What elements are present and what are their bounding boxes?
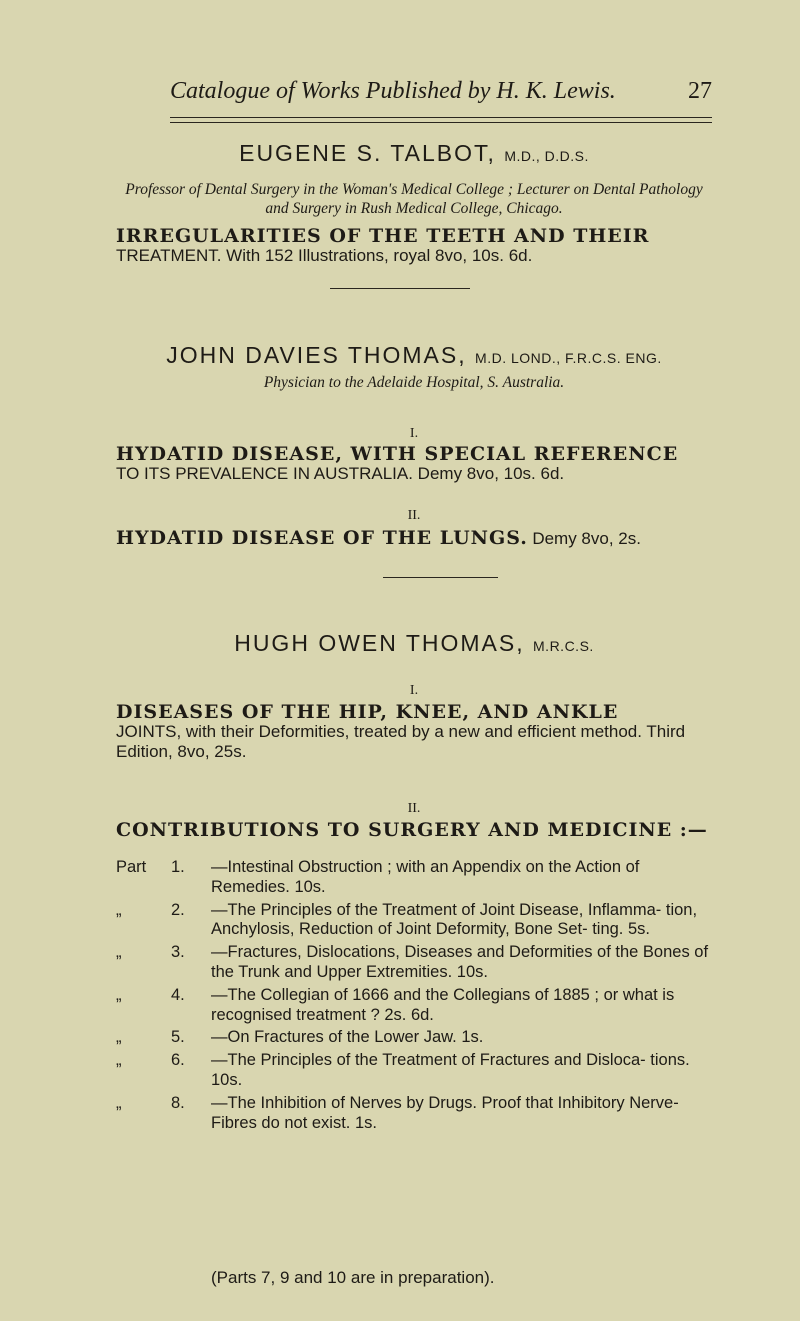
part-text: —The Principles of the Treatment of Fractures and Disloca- tions. 10s.: [211, 1051, 690, 1089]
part-text: —Fractures, Dislocations, Diseases and Deformities of the Bones of the Trunk and Upper Extremities. 10s.: [211, 943, 709, 981]
part-label: „: [116, 943, 122, 962]
entry-details: Demy 8vo, 2s.: [532, 529, 641, 548]
part-label: „: [116, 900, 122, 919]
list-item: [116, 858, 714, 898]
running-head: [170, 70, 712, 110]
part-number: 6.: [171, 1051, 185, 1070]
roman-numeral: I.: [409, 683, 419, 698]
author-degrees: M.D., D.D.S.: [504, 148, 589, 164]
entry-hydatid-disease: [116, 444, 712, 484]
part-number: 1.: [171, 858, 185, 876]
author-degrees: M.D. LOND., F.R.C.S. ENG.: [475, 350, 662, 366]
part-label: „: [116, 985, 122, 1004]
author-owen-thomas: [116, 630, 712, 657]
entry-details: TREATMENT. With 152 Illustrations, royal 8vo, 10s. 6d.: [116, 246, 533, 265]
running-head-title: Catalogue of Works Published by H. K. Lewis.: [170, 78, 616, 104]
affiliation-talbot: Professor of Dental Surgery in the Woman's Medical College ; Lecturer on Dental Pathology and Surgery in Rush Medical College, Chicago.: [125, 181, 703, 217]
entry-hydatid-lungs: [116, 528, 712, 549]
entry-details: TO ITS PREVALENCE IN AUSTRALIA. Demy 8vo, 10s. 6d.: [116, 464, 565, 483]
part-text: —The Collegian of 1666 and the Collegians of 1885 ; or what is recognised treatment ? 2s. 6d.: [211, 985, 675, 1024]
part-label: „: [116, 1028, 122, 1047]
page-number: 27: [688, 78, 712, 104]
entry-contributions: [116, 820, 712, 840]
part-text: —Intestinal Obstruction ; with an Appendix on the Action of Remedies. 10s.: [211, 858, 640, 896]
preparation-note: (Parts 7, 9 and 10 are in preparation).: [211, 1268, 495, 1287]
part-text: —The Inhibition of Nerves by Drugs. Proof that Inhibitory Nerve-Fibres do not exist. 1s.: [211, 1093, 679, 1132]
author-davies-thomas: [116, 342, 712, 369]
part-number: 5.: [171, 1028, 185, 1047]
section-divider: [330, 288, 470, 289]
part-label: „: [116, 1051, 122, 1070]
roman-numeral: II.: [407, 508, 421, 523]
list-item: [116, 1028, 714, 1048]
author-talbot: [116, 140, 712, 167]
affiliation-davies-thomas: Physician to the Adelaide Hospital, S. Australia.: [263, 374, 565, 391]
entry-title: CONTRIBUTIONS TO SURGERY AND MEDICINE :—: [116, 819, 708, 841]
entry-title: HYDATID DISEASE OF THE LUNGS.: [116, 527, 528, 549]
author-name: JOHN DAVIES THOMAS,: [166, 342, 467, 368]
entry-title: HYDATID DISEASE, WITH SPECIAL REFERENCE: [116, 443, 679, 465]
entry-title: DISEASES OF THE HIP, KNEE, AND ANKLE: [116, 701, 619, 723]
part-label: Part: [116, 858, 147, 876]
list-item: [116, 1051, 714, 1091]
part-number: 4.: [171, 985, 185, 1004]
roman-numeral: II.: [407, 801, 421, 816]
list-item: [116, 901, 714, 941]
part-number: 2.: [171, 900, 185, 919]
roman-numeral: I.: [409, 426, 419, 441]
part-label: „: [116, 1093, 122, 1112]
parts-list: [116, 858, 714, 1136]
header-double-rule: [170, 117, 712, 123]
author-name: EUGENE S. TALBOT,: [239, 140, 496, 166]
entry-diseases-hip-knee-ankle: [116, 702, 712, 762]
author-name: HUGH OWEN THOMAS,: [234, 630, 525, 656]
part-text: —On Fractures of the Lower Jaw. 1s.: [211, 1028, 484, 1047]
entry-details: JOINTS, with their Deformities, treated by a new and efficient method. Third Edition, 8vo, 25s.: [116, 722, 686, 761]
part-text: —The Principles of the Treatment of Joint Disease, Inflamma- tion, Anchylosis, Reduction of Joint Deformity, Bone Set- ting. 5s.: [211, 900, 698, 939]
list-item: [116, 943, 714, 983]
list-item: [116, 1094, 714, 1134]
list-item: [116, 986, 714, 1026]
entry-title: IRREGULARITIES OF THE TEETH AND THEIR: [116, 225, 650, 247]
part-number: 3.: [171, 943, 185, 962]
section-divider: [383, 577, 498, 578]
author-degrees: M.R.C.S.: [533, 638, 594, 654]
entry-irregularities-teeth: [116, 226, 712, 266]
part-number: 8.: [171, 1093, 185, 1112]
